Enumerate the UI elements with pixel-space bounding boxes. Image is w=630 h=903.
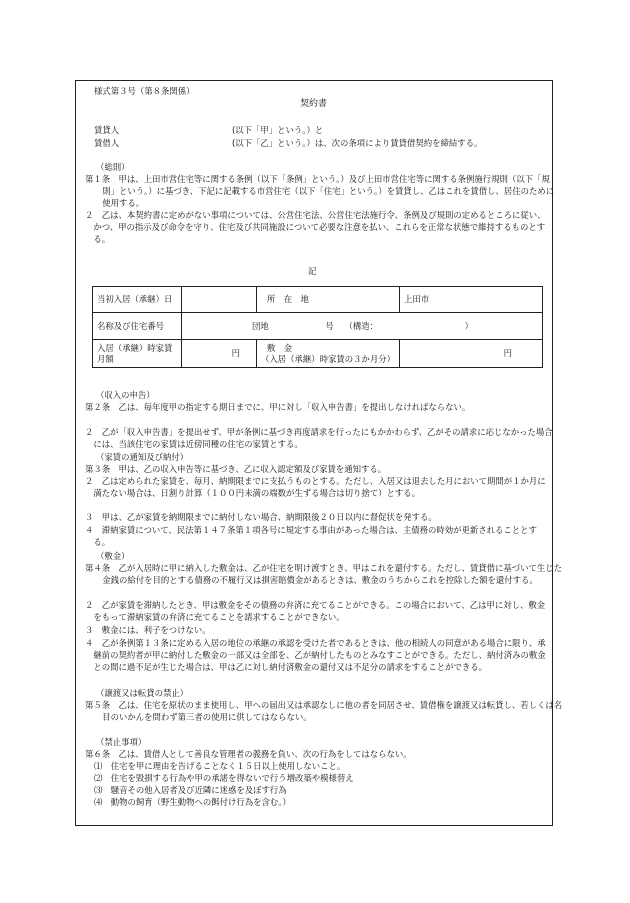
art2-paragraph-2: ２ 乙が「収入申告書」を提出せず、甲が条例に基づき再度請求を行ったにもかかわらず、乙がその請求に応じなかった場合には、当該住宅の家賃は近傍同種の住宅の家賃とする。 (85, 427, 553, 449)
art4-paragraph-2: ２ 乙が家賃を滞納したとき、甲は敷金をその債務の弁済に充てることができる。この場合において、乙は甲に対し、敷金をもって滞納家賃の弁済に充てることを請求することができない。 (85, 600, 546, 622)
deposit-note: （入居（承継）時家賃の３か月分） (261, 353, 395, 364)
art4-paragraph-1: 第４条 乙が入居時に甲に納入した敷金は、乙が住宅を明け渡すとき、甲はこれを還付する。ただし、賃貸借に基づいて生じた金銭の給付を目的とする債務の不履行又は損害賠償金があるときは、敷金のうちからこれを控除した額を還付する。 (85, 563, 563, 585)
art5-heading: （譲渡又は転貸の禁止） (96, 688, 189, 698)
art4-heading: （敷金） (96, 551, 130, 561)
location-label: 所 在 地 (257, 287, 400, 313)
art6-paragraph-1: 第６条 乙は、賃借人として善良な管理者の義務を負い、次の行為をしてはならない。 (85, 749, 412, 759)
name-number-value (182, 313, 543, 340)
move-in-date-value (182, 287, 257, 313)
gou-text: 号 (325, 320, 334, 331)
art5-paragraph-1: 第５条 乙は、住宅を原状のまま使用し、甲への届出又は承認なしに他の者を同居させ、賃借権を譲渡又は転貸し、若しくは名目のいかんを問わず第三者の使用に供してはならない。 (85, 700, 563, 722)
lessor-definition: (以下「甲」という。）と (232, 125, 324, 135)
art6-item: ⑵ 住宅を毀損する行為や甲の承諾を得ないで行う増改築や模様替え (94, 773, 354, 783)
art3-paragraph-2: ２ 乙は定められた家賃を、毎月、納期限までに支払うものとする。ただし、入居又は退去した月において期間が１か月に満たない場合は、日割り計算（１００円未満の端数が生ずる場合は切り捨て）とする。 (85, 476, 546, 498)
art4-paragraph-3: ３ 敷金には、利子をつけない。 (85, 625, 211, 635)
art3-paragraph-3: ３ 甲は、乙が家賃を納期限までに納付しない場合、納期限後２０日以内に督促状を発する。 (85, 512, 437, 522)
art3-paragraph-4: ４ 滞納家賃について、民法第１４７条第１項各号に規定する事由があった場合は、主債務の時効が更新されることとする。 (85, 525, 537, 547)
art6-item: ⑴ 住宅を甲に理由を告げることなく１５日以上使用しないこと。 (94, 761, 346, 771)
art6-item: ⑶ 騒音その他入居者及び近隣に迷惑を及ぼす行為 (94, 785, 287, 795)
art1-paragraph-2: ２ 乙は、本契約書に定めがない事項については、公営住宅法、公営住宅法施行令、条例及び規則の定めるところに従い、かつ、甲の指示及び命令を守り、住宅及び共同施設について必要な注意を払い、これらを正常な状態で維持するものとする。 (85, 210, 546, 244)
page-title: 契約書 (300, 99, 328, 109)
deposit-label (257, 340, 400, 368)
structure-text: （構造： (344, 320, 378, 331)
lessor-label: 賃貸人 (94, 125, 120, 135)
art1-paragraph-1: 第１条 甲は、上田市営住宅等に関する条例（以下「条例」という。）及び上田市営住宅等に関する条例施行規則（以下「規則」という。）に基づき、下記に記載する市営住宅（以下「住宅」という。）を賃貸し、乙はこれを賃借し、居住のために使用する。 (85, 174, 555, 208)
location-value: 上田市 (400, 287, 543, 313)
ki-mark: 記 (308, 266, 317, 276)
lessee-label: 賃借人 (94, 138, 120, 148)
art6-heading: （禁止事項） (96, 737, 147, 747)
danchi-text: 団地 (252, 320, 269, 331)
move-in-date-label: 当初入居（承継）日 (93, 287, 182, 313)
art4-paragraph-4: ４ 乙が条例第１３条に定める入居の地位の承継の承認を受けた者であるときは、他の相続人の同意がある場合に限り、承継前の契約者が甲に納付した敷金の一部又は全部を、乙が納付したものとみなすことができる。ただし、納付済みの敷金との間に過不足が生じた場合は、甲は乙に対し納付済敷金の還付又は不足分の請求をすることができる。 (85, 638, 546, 672)
lessee-definition: (以下「乙」という。）は、次の条項により賃貸借契約を締結する。 (232, 138, 483, 148)
form-number: 様式第３号（第８条関係） (94, 86, 195, 96)
rent-label: 入居（承継）時家賃月額 (93, 340, 182, 368)
art3-paragraph-1: 第３条 甲は、乙の収入申告等に基づき、乙に収入認定額及び家賃を通知する。 (85, 464, 387, 474)
deposit-value: 円 (400, 340, 543, 368)
art2-paragraph-1: 第２条 乙は、毎年度甲の指定する期日までに、甲に対し「収入申告書」を提出しなければならない。 (85, 402, 471, 412)
art1-heading: （総則） (96, 162, 130, 172)
rent-value: 円 (182, 340, 257, 368)
art3-heading: （家賃の通知及び納付） (96, 452, 189, 462)
housing-info-table (92, 286, 543, 368)
art2-heading: （収入の申告） (96, 390, 155, 400)
deposit-title: 敷 金 (267, 342, 293, 353)
name-number-label: 名称及び住宅番号 (93, 313, 182, 340)
art6-item: ⑷ 動物の飼育（野生動物への餌付け行為を含む。） (94, 797, 291, 807)
structure-close-text: ） (464, 320, 474, 331)
